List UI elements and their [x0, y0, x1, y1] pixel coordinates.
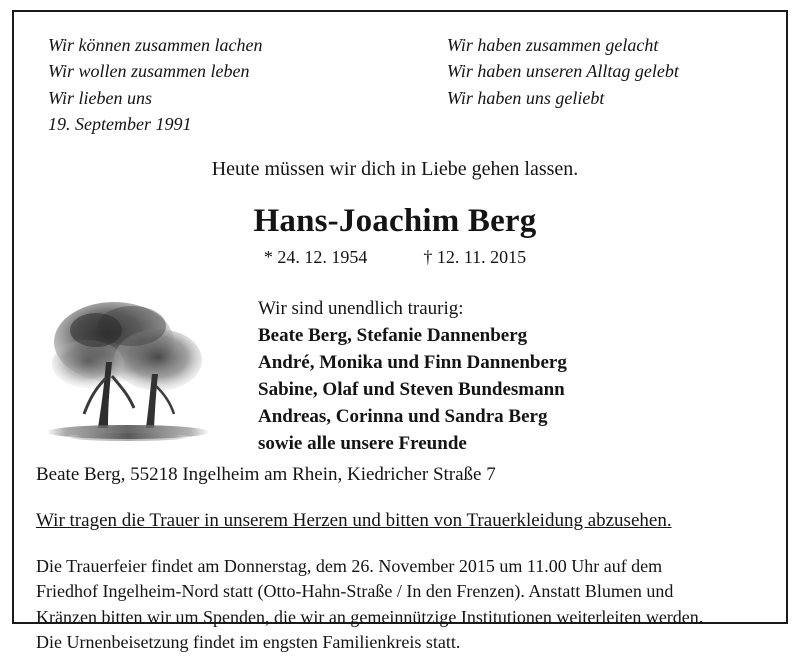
funeral-details-line: Die Urnenbeisetzung findet im engsten Familienkreis statt. — [36, 632, 461, 653]
middle-block — [34, 290, 766, 458]
verse-left-line: Wir lieben uns — [48, 87, 152, 108]
family-name-line: André, Monika und Finn Dannenberg — [258, 351, 567, 373]
family-intro: Wir sind unendlich traurig: — [258, 297, 464, 319]
contact-address: Beate Berg, 55218 Ingelheim am Rhein, Kiedricher Straße 7 — [36, 463, 496, 485]
verse-block — [34, 32, 766, 138]
family-name-line: Andreas, Corinna und Sandra Berg — [258, 405, 548, 427]
verse-right-line: Wir haben uns geliebt — [446, 87, 605, 108]
death-date: † 12. 11. 2015 — [423, 246, 527, 267]
verse-left-line: Wir können zusammen lachen — [48, 35, 263, 55]
tree-illustration-svg — [36, 290, 232, 454]
birth-date: * 24. 12. 1954 — [263, 246, 368, 267]
mourning-note: Wir tragen die Trauer in unserem Herzen und bitten von Trauerkleidung abzusehen. — [36, 509, 672, 531]
verse-left-line: Wir wollen zusammen leben — [48, 61, 250, 82]
obituary-content — [12, 10, 788, 653]
family-name-line: Beate Berg, Stefanie Dannenberg — [258, 324, 528, 346]
verse-left-line: 19. September 1991 — [48, 114, 192, 135]
tree-illustration-icon — [36, 290, 232, 454]
family-name-line: sowie alle unsere Freunde — [258, 432, 467, 454]
family-name-line: Sabine, Olaf und Steven Bundesmann — [258, 378, 565, 400]
life-dates — [24, 247, 766, 268]
family-block — [258, 290, 567, 458]
verse-right-line: Wir haben unseren Alltag gelebt — [446, 61, 679, 82]
funeral-details-line: Kränzen bitten wir um Spenden, die wir an gemeinnützige Institutionen weiterleiten werden. — [36, 606, 704, 627]
verse-right-line: Wir haben zusammen gelacht — [446, 35, 659, 55]
verse-right-column — [447, 32, 766, 138]
subtitle: Heute müssen wir dich in Liebe gehen lassen. — [211, 157, 579, 180]
funeral-details-line: Friedhof Ingelheim-Nord statt (Otto-Hahn-Straße / In den Frenzen). Anstatt Blumen und — [36, 581, 674, 602]
funeral-details-line: Die Trauerfeier findet am Donnerstag, dem 26. November 2015 um 11.00 Uhr auf dem — [36, 555, 663, 576]
verse-left-column — [34, 32, 447, 138]
funeral-details — [36, 554, 754, 656]
deceased-name: Hans-Joachim Berg — [253, 202, 537, 239]
